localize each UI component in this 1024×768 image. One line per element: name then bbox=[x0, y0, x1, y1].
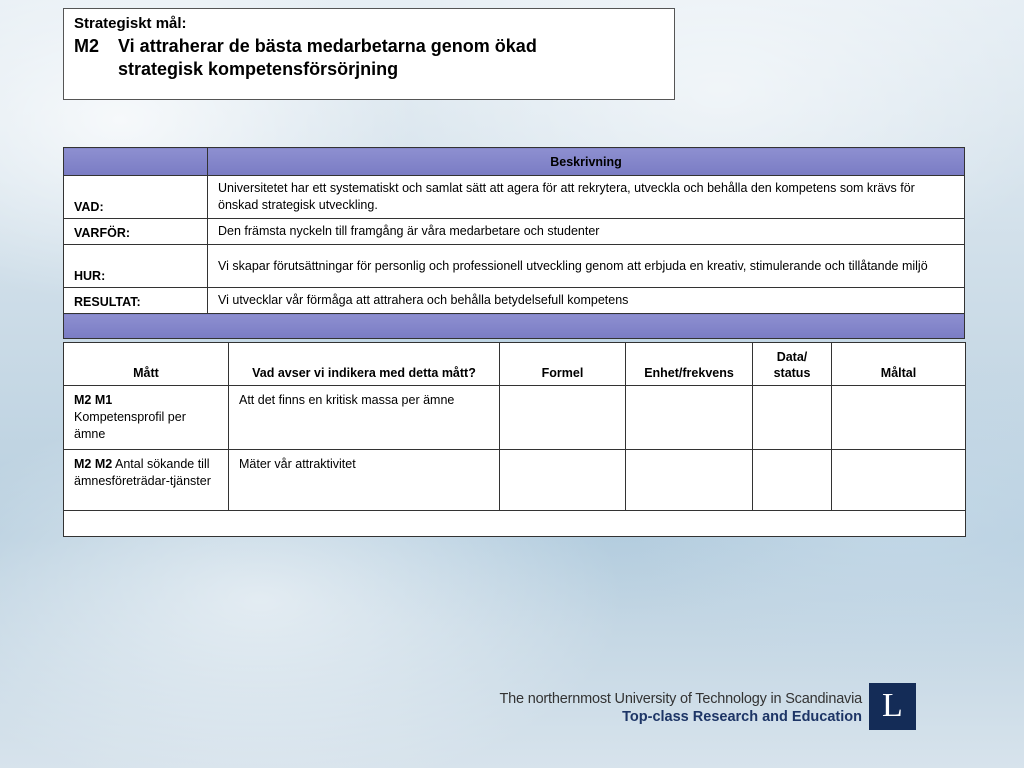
description-table bbox=[63, 147, 965, 339]
indicator-cell: Att det finns en kritisk massa per ämne bbox=[229, 386, 500, 450]
band-row bbox=[64, 314, 965, 339]
status-cell bbox=[753, 386, 832, 450]
table-row bbox=[64, 288, 965, 314]
band-row bbox=[64, 511, 966, 537]
row-value-vad: Universitetet har ett systematiskt och samlat sätt att agera för att rekrytera, utveckla och behålla den kompetens som krävs för önskad strategisk utveckling. bbox=[208, 176, 965, 219]
table-row bbox=[64, 219, 965, 245]
table-row bbox=[64, 386, 966, 450]
table-row bbox=[64, 176, 965, 219]
measure-name: Kompetensprofil per ämne bbox=[74, 410, 186, 441]
header-empty-cell bbox=[64, 148, 208, 176]
formula-cell bbox=[500, 450, 626, 511]
target-cell bbox=[832, 386, 966, 450]
title-box bbox=[63, 8, 675, 100]
header-formel: Formel bbox=[500, 343, 626, 386]
status-cell bbox=[753, 450, 832, 511]
header-matt: Mått bbox=[64, 343, 229, 386]
description-header: Beskrivning bbox=[208, 148, 965, 176]
header-maltal: Måltal bbox=[832, 343, 966, 386]
university-logo-icon bbox=[869, 683, 916, 730]
band-divider bbox=[64, 314, 965, 339]
header-enhet: Enhet/frekvens bbox=[626, 343, 753, 386]
logo-letter: L bbox=[882, 687, 903, 724]
measure-name: Antal sökande till ämnesföreträdar-tjänster bbox=[74, 457, 211, 488]
footer-tagline bbox=[477, 690, 862, 726]
unit-cell bbox=[626, 386, 753, 450]
title-kicker: Strategiskt mål: bbox=[74, 15, 187, 32]
measure-cell bbox=[64, 450, 229, 511]
row-value-hur: Vi skapar förutsättningar för personlig och professionell utveckling genom att erbjuda en kreativ, stimulerande och tillåtande miljö bbox=[208, 245, 965, 288]
row-key-hur: HUR: bbox=[64, 245, 208, 288]
title-main bbox=[74, 35, 664, 81]
header-data-status: Data/ status bbox=[753, 343, 832, 386]
row-value-varfor: Den främsta nyckeln till framgång är våra medarbetare och studenter bbox=[208, 219, 965, 245]
measures-header-row bbox=[64, 343, 966, 386]
band-footer bbox=[64, 511, 966, 537]
table-row bbox=[64, 245, 965, 288]
formula-cell bbox=[500, 386, 626, 450]
goal-code: M2 bbox=[74, 36, 100, 56]
unit-cell bbox=[626, 450, 753, 511]
table-row bbox=[64, 450, 966, 511]
target-cell bbox=[832, 450, 966, 511]
row-key-varfor: VARFÖR: bbox=[64, 219, 208, 245]
measures-table bbox=[63, 342, 966, 537]
row-value-resultat: Vi utvecklar vår förmåga att attrahera och behålla betydelsefull kompetens bbox=[208, 288, 965, 314]
header-indikera: Vad avser vi indikera med detta mått? bbox=[229, 343, 500, 386]
description-header-row bbox=[64, 148, 965, 176]
goal-title: Vi attraherar de bästa medarbetarna genom ökad strategisk kompetensförsörjning bbox=[118, 36, 537, 79]
measure-code: M2 M2 bbox=[74, 457, 113, 471]
row-key-resultat: RESULTAT: bbox=[64, 288, 208, 314]
row-key-vad: VAD: bbox=[64, 176, 208, 219]
measure-cell bbox=[64, 386, 229, 450]
measure-code: M2 M1 bbox=[74, 393, 113, 407]
footer-line-1: The northernmost University of Technology in Scandinavia bbox=[499, 691, 862, 707]
indicator-cell: Mäter vår attraktivitet bbox=[229, 450, 500, 511]
footer-line-2: Top-class Research and Education bbox=[622, 709, 862, 725]
